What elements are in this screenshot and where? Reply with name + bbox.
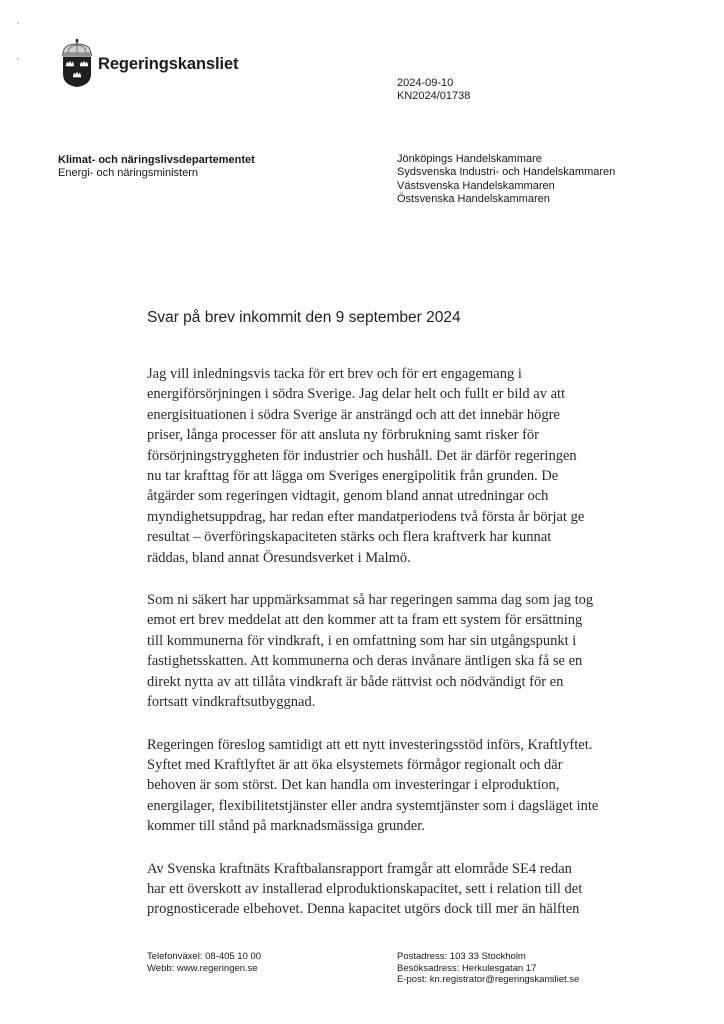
text-line: kommer till stånd på marknadsmässiga grunder. [147, 818, 425, 835]
scan-artifact [17, 58, 19, 60]
brand-name: Regeringskansliet [98, 55, 239, 73]
text-line: energiförsörjningen i södra Sverige. Jag delar helt och fullt er bild av att [147, 386, 566, 403]
footer-postal-address: Postadress: 103 33 Stockholm [397, 951, 526, 962]
text-line: har ett överskott av installerad elproduktionskapacitet, sett i relation till det [147, 880, 583, 897]
recipient-list [397, 153, 615, 206]
document-date: 2024-09-10 [397, 77, 454, 89]
document-meta [397, 77, 470, 103]
body-paragraph [147, 364, 617, 568]
letter-subject: Svar på brev inkommit den 9 september 2024 [147, 309, 461, 326]
text-line: åtgärder som regeringen vidtagit, genom bland annat utredningar och [147, 488, 549, 505]
text-line: fastighetsskatten. Att kommunerna och deras invånare äntligen ska få se en [147, 653, 583, 670]
text-line: prognosticerade elbehovet. Denna kapacitet utgörs dock till mer än hälften [147, 901, 580, 918]
footer-address [397, 951, 579, 986]
text-line: resultat – överföringskapaciteten stärks och flera kraftverk har kunnat [147, 529, 552, 546]
letter-body [147, 364, 617, 942]
sender-department: Klimat- och näringslivsdepartementet [58, 154, 255, 166]
recipient: Västsvenska Handelskammaren [397, 179, 555, 192]
text-line: Syftet med Kraftlyftet är att öka elsystemets förmågor regionalt och där [147, 756, 563, 773]
text-line: Som ni säkert har uppmärksammat så har regeringen samma dag som jag tog [147, 592, 594, 609]
text-line: Jag vill inledningsvis tacka för ert brev och för ert engagemang i [147, 366, 522, 382]
text-line: Regeringen föreslog samtidigt att ett nytt investeringsstöd införs, Kraftlyftet. [147, 736, 593, 753]
body-paragraph [147, 590, 617, 712]
recipient: Sydsvenska Industri- och Handelskammaren [397, 166, 616, 179]
text-line: emot ert brev meddelat att den kommer att ta fram ett system för ersättning [147, 612, 583, 629]
swedish-crown-three-crowns-shield-icon [60, 38, 94, 88]
sender-minister: Energi- och näringsministern [58, 167, 199, 179]
text-line: energisituationen i södra Sverige är ansträngd och att det innebär högre [147, 406, 560, 423]
footer-contact [147, 951, 261, 974]
footer-email: E-post: kn.registrator@regeringskansliet.se [397, 974, 580, 985]
government-crest-logo [60, 38, 94, 88]
body-paragraph [147, 735, 617, 837]
text-line: myndighetsuppdrag, har redan efter mandatperiodens två första år börjat ge [147, 508, 585, 525]
body-paragraph [147, 859, 617, 920]
text-line: energilager, flexibilitetstjänster eller andra systemtjänster som i dagsläget inte [147, 797, 599, 814]
footer-phone: Telefonväxel: 08-405 10 00 [147, 951, 262, 962]
recipient: Jönköpings Handelskammare [397, 153, 542, 165]
text-line: till kommunerna för vindkraft, i en omfattning som har sin utgångspunkt i [147, 632, 577, 649]
text-line: priser, långa processer för att ansluta ny förbrukning samt risker för [147, 427, 540, 444]
text-line: räddas, bland annat Öresundsverket i Malmö. [147, 549, 411, 566]
text-line: Av Svenska kraftnäts Kraftbalansrapport framgår att elområde SE4 redan [147, 860, 572, 877]
scan-artifact [17, 22, 19, 24]
text-line: direkt nytta av att tillåta vindkraft är både rättvist och nödvändigt för en [147, 673, 564, 690]
text-line: fortsatt vindkraftsutbyggnad. [147, 694, 316, 711]
footer-web: Webb: www.regeringen.se [147, 962, 258, 974]
text-line: behoven är som störst. Det kan handla om investeringar i elproduktion, [147, 777, 560, 794]
footer-visiting-address: Besöksadress: Herkulesgatan 17 [397, 962, 537, 974]
text-line: nu tar krafttag för att lägga om Sveriges energipolitik från grunden. De [147, 468, 559, 485]
text-line: försörjningstryggheten för industrier och hushåll. Det är därför regeringen [147, 447, 577, 464]
reference-number: KN2024/01738 [397, 90, 471, 102]
recipient: Östsvenska Handelskammaren [397, 192, 550, 205]
sender-block [58, 154, 255, 180]
